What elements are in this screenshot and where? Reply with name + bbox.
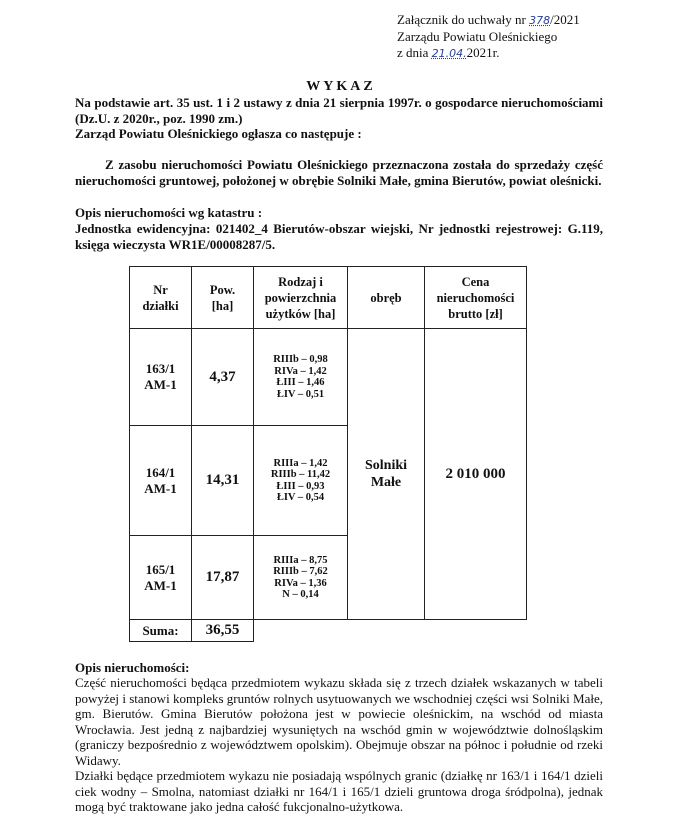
cadastre-heading: Opis nieruchomości wg katastru : (75, 205, 263, 220)
header-rodzaj: Rodzaj i powierzchnia użytków [ha] (254, 267, 348, 329)
parcel-area: 17,87 (192, 536, 254, 620)
land-use-list: RIIIa – 8,75 RIIIb – 7,62 RIVa – 1,36 N – 0,14 (254, 536, 348, 620)
parcel-number: 165/1 AM-1 (130, 536, 192, 620)
precinct-name: Solniki Małe (348, 329, 425, 620)
parcel-area: 4,37 (192, 329, 254, 426)
header-line-2: Zarządu Powiatu Oleśnickiego (397, 29, 558, 44)
land-use-list: RIIIb – 0,98 RIVa – 1,42 ŁIII – 1,46 ŁIV – 0,51 (254, 329, 348, 426)
header-pow: Pow. [ha] (192, 267, 254, 329)
land-use-list: RIIIa – 1,42 RIIIb – 11,42 ŁIII – 0,93 ŁIV – 0,54 (254, 426, 348, 536)
sum-row (130, 620, 527, 642)
table-row (130, 329, 527, 426)
gross-price: 2 010 000 (425, 329, 527, 620)
table-header-row (130, 267, 527, 329)
announcement: Zarząd Powiatu Oleśnickiego ogłasza co następuje : (75, 126, 362, 141)
parcel-number: 164/1 AM-1 (130, 426, 192, 536)
sum-value: 36,55 (192, 620, 254, 642)
sale-paragraph: Z zasobu nieruchomości Powiatu Oleśnickiego przeznaczona została do sprzedaży część nieruchomości gruntowej, położonej w obrębie Solniki Małe, gmina Bierutów, powiat oleśnicki. (75, 157, 603, 188)
header-line-3: z dnia 21.04.2021r. (397, 45, 500, 60)
legal-basis: Na podstawie art. 35 ust. 1 i 2 ustawy z dnia 21 sierpnia 1997r. o gospodarce nieruchomościami (Dz.U. z 2020r., poz. 1990 zm.) (75, 95, 603, 126)
description-paragraph-2: Działki będące przedmiotem wykazu nie posiadają wspólnych granic (działkę nr 163/1 i 164/1 dzieli ciek wodny – Smolna, natomiast działki nr 164/1 i 165/1 dzieli gruntowa droga śródpolna), jednak mogą być traktowane jako jedna całość fukcjonalno-użytkowa. (75, 768, 603, 814)
cadastre-detail: Jednostka ewidencyjna: 021402_4 Bierutów-obszar wiejski, Nr jednostki rejestrowej: G.119, księga wieczysta WR1E/00008287/5. (75, 221, 603, 252)
header-line-1: Załącznik do uchwały nr 378/2021 (397, 12, 580, 27)
sum-label: Suma: (130, 620, 192, 642)
header-cena: Cena nieruchomości brutto [zł] (425, 267, 527, 329)
parcel-area: 14,31 (192, 426, 254, 536)
description-paragraph-1: Część nieruchomości będąca przedmiotem wykazu składa się z trzech działek wskazanych w tabeli powyżej i stanowi kompleks gruntów rolnych usytuowanych we wschodniej części wsi Solniki Małe, gm. Bierutów. Gmina Bierutów położona jest w powiecie oleśnickim, na wschód od miasta Wrocławia. Jest jedną z najbardziej wysuniętych na wschód gmin w województwie dolnośląskim (graniczy bezpośrednio z województwem opolskim). Obejmuje obszar na północ i południe od rzeki Widawy. (75, 675, 603, 768)
document-title: WYKAZ (306, 79, 376, 94)
handwritten-resolution-number: 378 (529, 14, 551, 27)
parcel-number: 163/1 AM-1 (130, 329, 192, 426)
header-nr: Nr działki (130, 267, 192, 329)
description-heading: Opis nieruchomości: (75, 660, 190, 675)
header-obreb: obręb (348, 267, 425, 329)
handwritten-date: 21.04. (431, 47, 467, 60)
parcels-table (129, 266, 527, 642)
attachment-header (397, 12, 580, 62)
